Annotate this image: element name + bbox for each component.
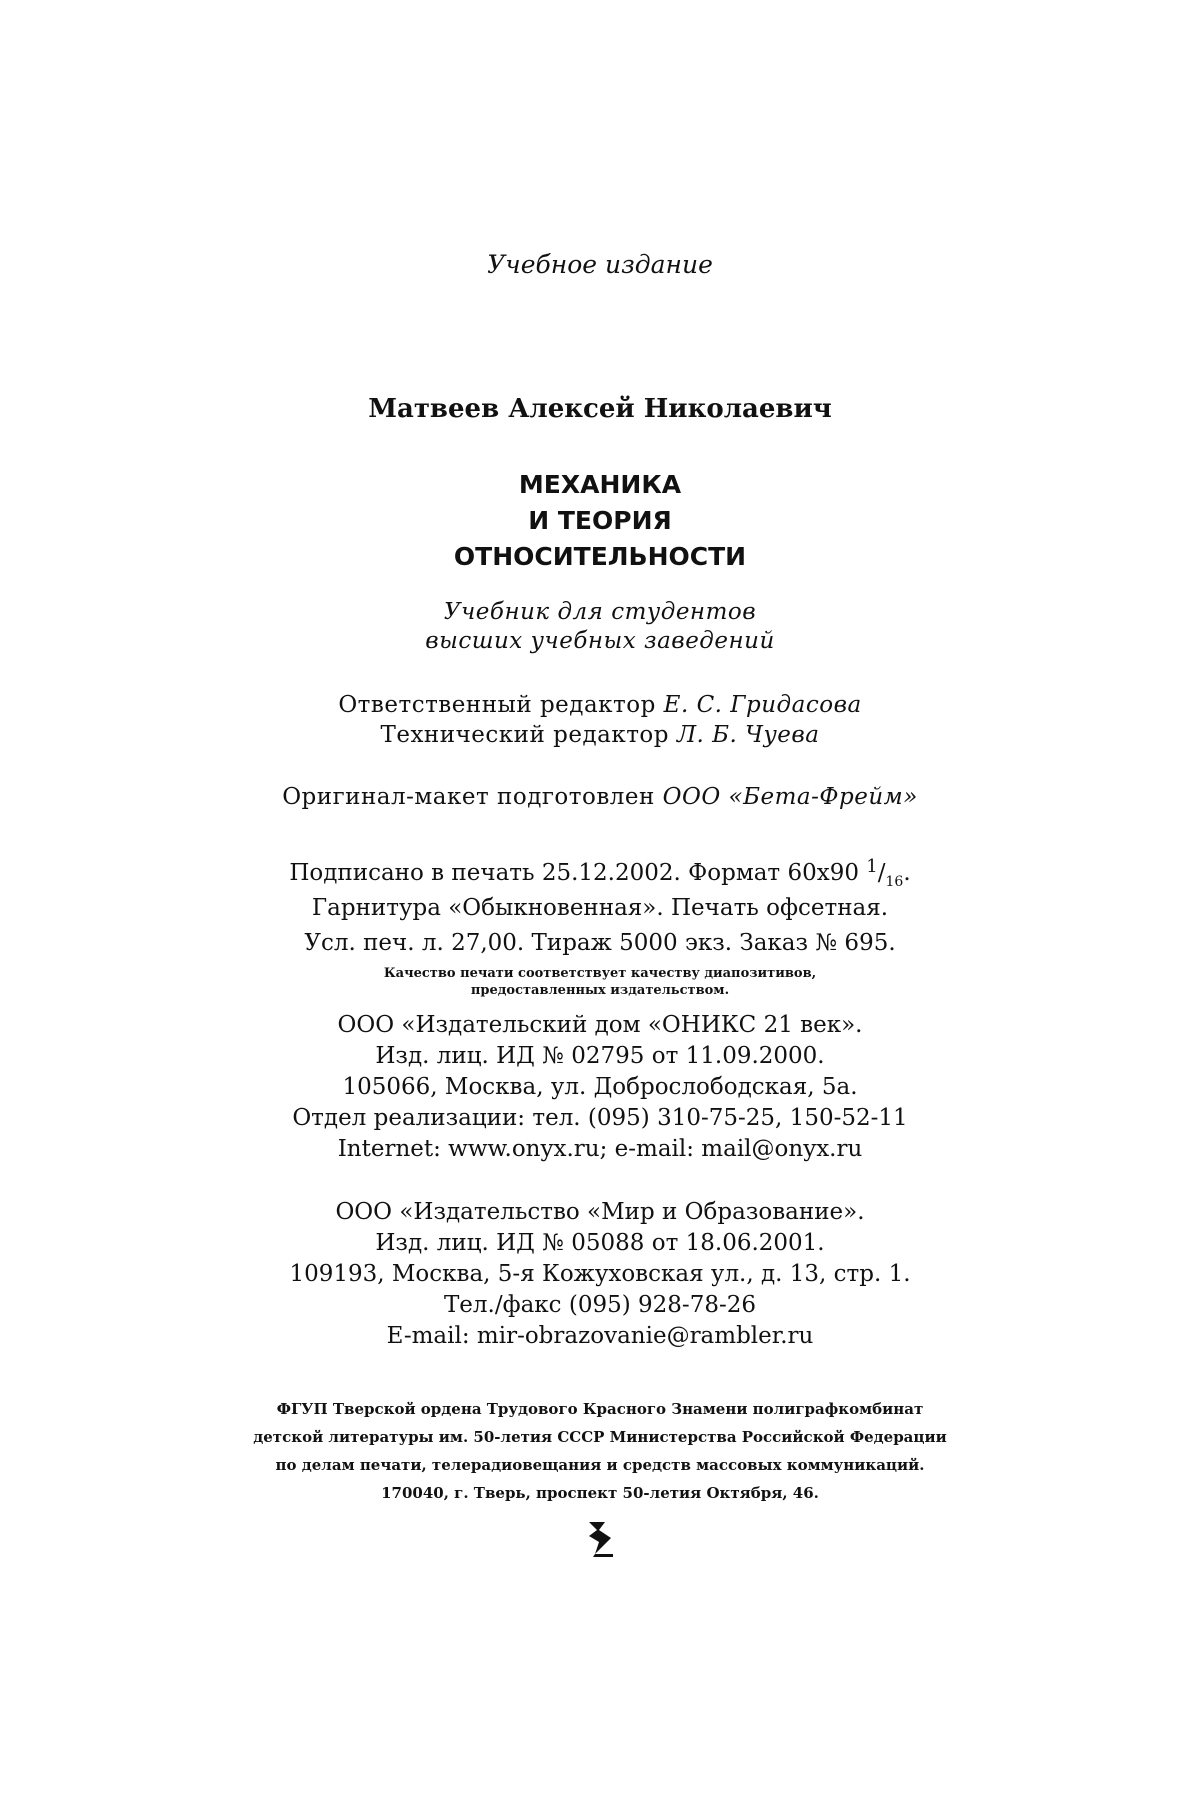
technical-editor-name: Л. Б. Чуева [676,722,820,748]
publisher2-line-3: 109193, Москва, 5-я Кожуховская ул., д. 13, стр. 1. [289,1261,911,1287]
printer-line-4: 170040, г. Тверь, проспект 50-летия Октября, 46. [381,1484,819,1502]
format-fraction-numerator: 1 [866,856,878,877]
volume-line: Усл. печ. л. 27,00. Тираж 5000 экз. Заказ № 695. [304,930,896,956]
printer-line-3: по делам печати, телерадиовещания и средств массовых коммуникаций. [275,1456,925,1474]
responsible-editor-name: Е. С. Гридасова [663,692,862,718]
publisher2-line-2: Изд. лиц. ИД № 05088 от 18.06.2001. [375,1230,825,1256]
responsible-editor-label: Ответственный редактор [338,692,656,718]
book-title-line-2: И ТЕОРИЯ [528,506,672,535]
edition-type: Учебное издание [487,250,713,279]
print-signed-line [0,856,1200,890]
author-name: Матвеев Алексей Николаевич [368,394,832,424]
subtitle-line-1: Учебник для студентов [443,599,757,625]
typeface-line: Гарнитура «Обыкновенная». Печать офсетная. [311,895,889,921]
publisher1-line-2: Изд. лиц. ИД № 02795 от 11.09.2000. [375,1043,825,1069]
printer-emblem-icon [585,1518,617,1558]
printer-line-1: ФГУП Тверской ордена Трудового Красного Знамени полиграфкомбинат [276,1400,924,1418]
print-signed-text: Подписано в печать 25.12.2002. Формат 60x90 [289,860,859,886]
subtitle-line-2: высших учебных заведений [425,628,775,654]
publisher1-line-4: Отдел реализации: тел. (095) 310-75-25, 150-52-11 [292,1105,908,1131]
layout-credit [0,786,1200,809]
format-fraction-slash: / [877,860,886,886]
publisher1-line-5: Internet: www.onyx.ru; e-mail: mail@onyx.ru [337,1136,863,1162]
format-fraction-end: . [903,860,911,886]
publisher1-line-1: ООО «Издательский дом «ОНИКС 21 век». [337,1012,863,1038]
publisher2-line-4: Тел./факс (095) 928-78-26 [443,1292,757,1318]
layout-credit-label: Оригинал-макет подготовлен [282,784,655,810]
layout-credit-company: ООО «Бета-Фрейм» [662,784,918,810]
technical-editor-label: Технический редактор [380,722,670,748]
printer-line-2: детской литературы им. 50-летия СССР Министерства Российской Федерации [253,1428,947,1446]
publisher2-line-5: E-mail: mir-obrazovanie@rambler.ru [386,1323,814,1349]
book-title-line-1: МЕХАНИКА [518,470,682,499]
responsible-editor [0,694,1200,717]
quality-note-line-2: предоставленных издательством. [470,983,730,998]
publisher2-line-1: ООО «Издательство «Мир и Образование». [335,1199,865,1225]
book-title-line-3: ОТНОСИТЕЛЬНОСТИ [453,542,747,571]
technical-editor [0,724,1200,747]
publisher1-line-3: 105066, Москва, ул. Доброслободская, 5а. [342,1074,858,1100]
quality-note-line-1: Качество печати соответствует качеству диапозитивов, [383,966,817,981]
format-fraction-denominator: 16 [885,874,904,890]
